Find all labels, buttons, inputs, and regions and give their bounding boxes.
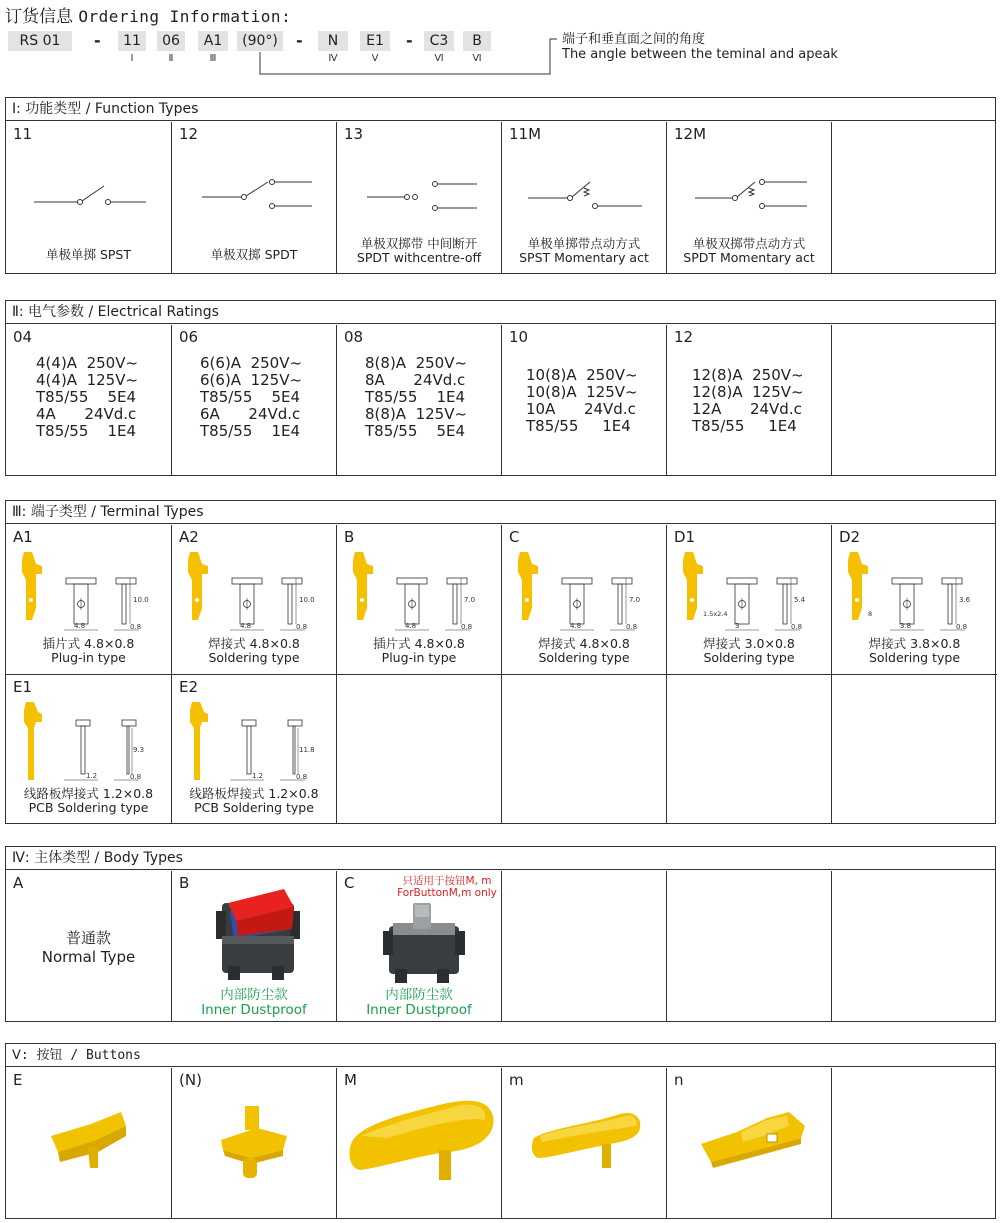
button-cell-e [6,1068,172,1218]
terminal-drawing [675,550,825,635]
terminal-cell-a1 [6,525,172,675]
terminal-caption-cn: 焊接式 3.0×0.8 [703,636,795,651]
rating-values: 4(4)A 250V~ 4(4)A 125V~ T85/55 5E4 4A 24Vd.c T85/55 1E4 [36,354,139,440]
dim-thickness: 0.8 [130,623,142,631]
spst-symbol [6,162,171,222]
terminal-drawing [180,700,330,785]
dim-width: 3 [735,622,740,630]
roman-numeral: Ⅵ [472,53,482,64]
rating-values: 10(8)A 250V~ 10(8)A 125V~ 10A 24Vd.c T85/55 1E4 [526,366,638,435]
dim-width: 3.8 [900,622,912,630]
dim-height: 7.0 [629,596,641,604]
rating-cell-04 [6,325,172,475]
button-cell-empty [832,1068,997,1218]
body-code: C [344,874,355,892]
function-code: 11M [509,125,542,143]
terminal-caption-en: Soldering type [868,650,961,665]
function-code: 12M [674,125,707,143]
button-restriction-note [377,875,517,899]
terminal-drawing [840,550,990,635]
angle-note-en: The angle between the teminal and apeak [562,47,838,62]
code-chip-color1: C3 [424,31,454,51]
function-caption-cn: 单极双掷带 中间断开 [360,236,478,251]
button-cell-m-large [337,1068,502,1218]
terminal-cell-empty [337,675,502,823]
dim-width: 4.8 [240,622,252,630]
function-caption-cn: 单极单掷带点动方式 [527,236,641,251]
section-title: Ⅰ: 功能类型 / Function Types [6,98,995,121]
terminal-drawing [14,700,164,785]
roman-numeral: Ⅵ [434,53,444,64]
terminal-cell-d1 [667,525,832,675]
dim-thickness: 0.8 [296,623,308,631]
section-title: Ⅱ: 电气参数 / Electrical Ratings [6,301,995,324]
dim-height: 3.6 [959,596,971,604]
dim-height: 9.3 [133,746,145,754]
body-cell-empty [667,871,832,1021]
ordering-code-row [0,31,560,51]
button-cell-n-small [667,1068,832,1218]
roman-numeral: Ⅲ [209,53,217,64]
code-dash: - [94,31,101,50]
rating-cell-empty [832,325,997,475]
dim-width: 1.2 [252,772,264,780]
code-chip-color2: B [463,31,491,51]
terminal-code: E1 [13,678,33,696]
function-code: 13 [344,125,364,143]
dim-height: 10.0 [133,596,149,604]
terminal-caption-en: Plug-in type [51,650,126,665]
code-chip-series: RS 01 [8,31,72,51]
section-buttons [5,1043,996,1219]
terminal-caption-en: Plug-in type [381,650,457,665]
code-chip-terminal: A1 [198,31,228,51]
code-chip-rating: 06 [157,31,185,51]
code-chip-function: 11 [118,31,146,51]
function-cell-11 [6,122,172,273]
terminal-cell-empty [667,675,832,823]
terminal-drawing [180,550,330,635]
terminal-cell-d2 [832,525,997,675]
rating-values: 8(8)A 250V~ 8A 24Vd.c T85/55 1E4 8(8)A 125V~ T85/55 5E4 [365,354,468,440]
rating-cell-10 [502,325,667,475]
button-m-large-image [347,1086,497,1186]
dim-thickness: 0.8 [296,773,308,781]
body-caption-cn: 普通款 [65,929,111,947]
roman-numeral: Ⅳ [328,53,338,64]
terminal-code: E2 [179,678,199,696]
section-function-types [5,97,996,274]
dim-width: 4.8 [405,622,417,630]
rocker-switch-red-image [210,881,305,986]
spdt-symbol [172,162,337,222]
dim-height: 11.8 [299,746,315,754]
terminal-caption-cn: 线路板焊接式 1.2×0.8 [23,786,154,801]
function-caption-en: SPDT withcentre-off [356,250,482,265]
ordering-title-cn: 订货信息 [5,7,73,27]
terminal-caption-en: Soldering type [703,650,795,665]
function-code: 11 [13,125,33,143]
terminal-caption-en: Soldering type [538,650,630,665]
terminal-drawing [510,550,660,635]
button-code: n [674,1071,684,1089]
function-caption-cn: 单极单掷 SPST [45,247,132,262]
button-n-image [217,1106,292,1181]
function-cell-13 [337,122,502,273]
terminal-code: A1 [13,528,33,546]
button-cell-n [172,1068,337,1218]
terminal-caption-cn: 焊接式 4.8×0.8 [538,636,630,651]
rating-code: 06 [179,328,199,346]
angle-note [562,32,838,62]
button-e-image [46,1106,131,1171]
code-dash: - [296,31,303,50]
roman-numeral: Ⅰ [130,53,134,64]
function-caption-en: SPST Momentary act [519,250,649,265]
button-cell-m-small [502,1068,667,1218]
angle-note-cn: 端子和垂直面之间的角度 [562,32,706,47]
terminal-drawing [345,550,495,635]
rating-cell-06 [172,325,337,475]
function-cell-11m [502,122,667,273]
rating-code: 10 [509,328,529,346]
ordering-title [5,2,291,27]
terminal-cell-empty [502,675,667,823]
dim-thickness: 0.8 [626,623,638,631]
rating-cell-08 [337,325,502,475]
body-cell-c [337,871,502,1021]
code-chip-angle: (90°) [237,31,283,51]
dim-height: 10.0 [299,596,315,604]
body-code: A [13,874,24,892]
rocker-switch-grey-image [375,901,470,986]
section-terminal-types [5,500,996,824]
dim-thickness: 0.8 [956,623,968,631]
rating-values: 12(8)A 250V~ 12(8)A 125V~ 12A 24Vd.c T85/55 1E4 [692,366,804,435]
terminal-cell-empty [832,675,997,823]
terminal-code: C [509,528,520,546]
button-m-small-image [530,1104,645,1179]
dim-height: 5.4 [794,596,806,604]
dim-extra: 1.5x2.4 [703,610,728,618]
button-code: E [13,1071,23,1089]
spdt-centre-off-symbol [337,162,502,222]
section-title: Ⅴ: 按钮 / Buttons [6,1044,995,1067]
function-caption-cn: 单极双掷 SPDT [210,247,298,262]
body-cell-a [6,871,172,1021]
button-code: M [344,1071,357,1089]
body-caption-cn: 内部防尘款 [220,987,288,1003]
dim-extra: 8 [868,610,873,618]
rating-code: 04 [13,328,33,346]
terminal-caption-cn: 插片式 4.8×0.8 [373,636,465,651]
spst-momentary-symbol [502,162,667,222]
body-cell-empty [502,871,667,1021]
terminal-cell-a2 [172,525,337,675]
body-code: B [179,874,190,892]
body-caption-cn: 内部防尘款 [385,987,453,1003]
terminal-code: B [344,528,355,546]
body-caption-en: Inner Dustproof [366,1002,472,1018]
body-caption-en: Inner Dustproof [201,1002,307,1018]
dim-thickness: 0.8 [791,623,803,631]
terminal-cell-e2 [172,675,337,823]
terminal-caption-cn: 焊接式 4.8×0.8 [208,636,300,651]
rating-code: 08 [344,328,364,346]
terminal-code: D1 [674,528,696,546]
function-cell-12 [172,122,337,273]
terminal-code: A2 [179,528,199,546]
terminal-cell-c [502,525,667,675]
rating-values: 6(6)A 250V~ 6(6)A 125V~ T85/55 5E4 6A 24Vd.c T85/55 1E4 [200,354,303,440]
function-cell-empty [832,122,997,273]
button-restriction-note-en: ForButtonM,m only [397,887,497,899]
rating-code: 12 [674,328,694,346]
terminal-caption-en: PCB Soldering type [194,800,314,815]
button-restriction-note-cn: 只适用于按钮M, m [402,875,492,887]
function-code: 12 [179,125,199,143]
terminal-caption-en: PCB Soldering type [28,800,149,815]
dim-thickness: 0.8 [461,623,473,631]
dim-width: 4.8 [74,622,86,630]
spdt-momentary-symbol [667,162,832,222]
body-cell-b [172,871,337,1021]
button-n-small-image [697,1104,812,1179]
section-title: Ⅳ: 主体类型 / Body Types [6,847,995,870]
section-title: Ⅲ: 端子类型 / Terminal Types [6,501,995,524]
roman-numeral: Ⅱ [168,53,174,64]
dim-thickness: 0.8 [130,773,142,781]
function-caption-cn: 单极双掷带点动方式 [692,236,806,251]
button-code: (N) [179,1071,202,1089]
terminal-cell-b [337,525,502,675]
terminal-caption-cn: 线路板焊接式 1.2×0.8 [189,786,319,801]
code-chip-button: E1 [360,31,390,51]
ordering-title-en: Ordering Information: [78,7,292,26]
section-electrical-ratings [5,300,996,476]
body-caption-en: Normal Type [41,948,136,966]
roman-numeral: Ⅴ [371,53,379,64]
function-caption-en: SPDT Momentary act [683,250,815,265]
terminal-code: D2 [839,528,861,546]
body-cell-empty [832,871,997,1021]
code-chip-body: N [318,31,348,51]
dim-width: 4.8 [570,622,582,630]
terminal-caption-cn: 插片式 4.8×0.8 [42,636,135,651]
terminal-caption-en: Soldering type [208,650,300,665]
dim-height: 7.0 [464,596,476,604]
terminal-caption-cn: 焊接式 3.8×0.8 [868,636,961,651]
section-body-types [5,846,996,1022]
function-cell-12m [667,122,832,273]
terminal-cell-e1 [6,675,172,823]
rating-cell-12 [667,325,832,475]
dim-width: 1.2 [86,772,98,780]
terminal-drawing [14,550,164,635]
button-code: m [509,1071,524,1089]
code-dash: - [406,31,413,50]
